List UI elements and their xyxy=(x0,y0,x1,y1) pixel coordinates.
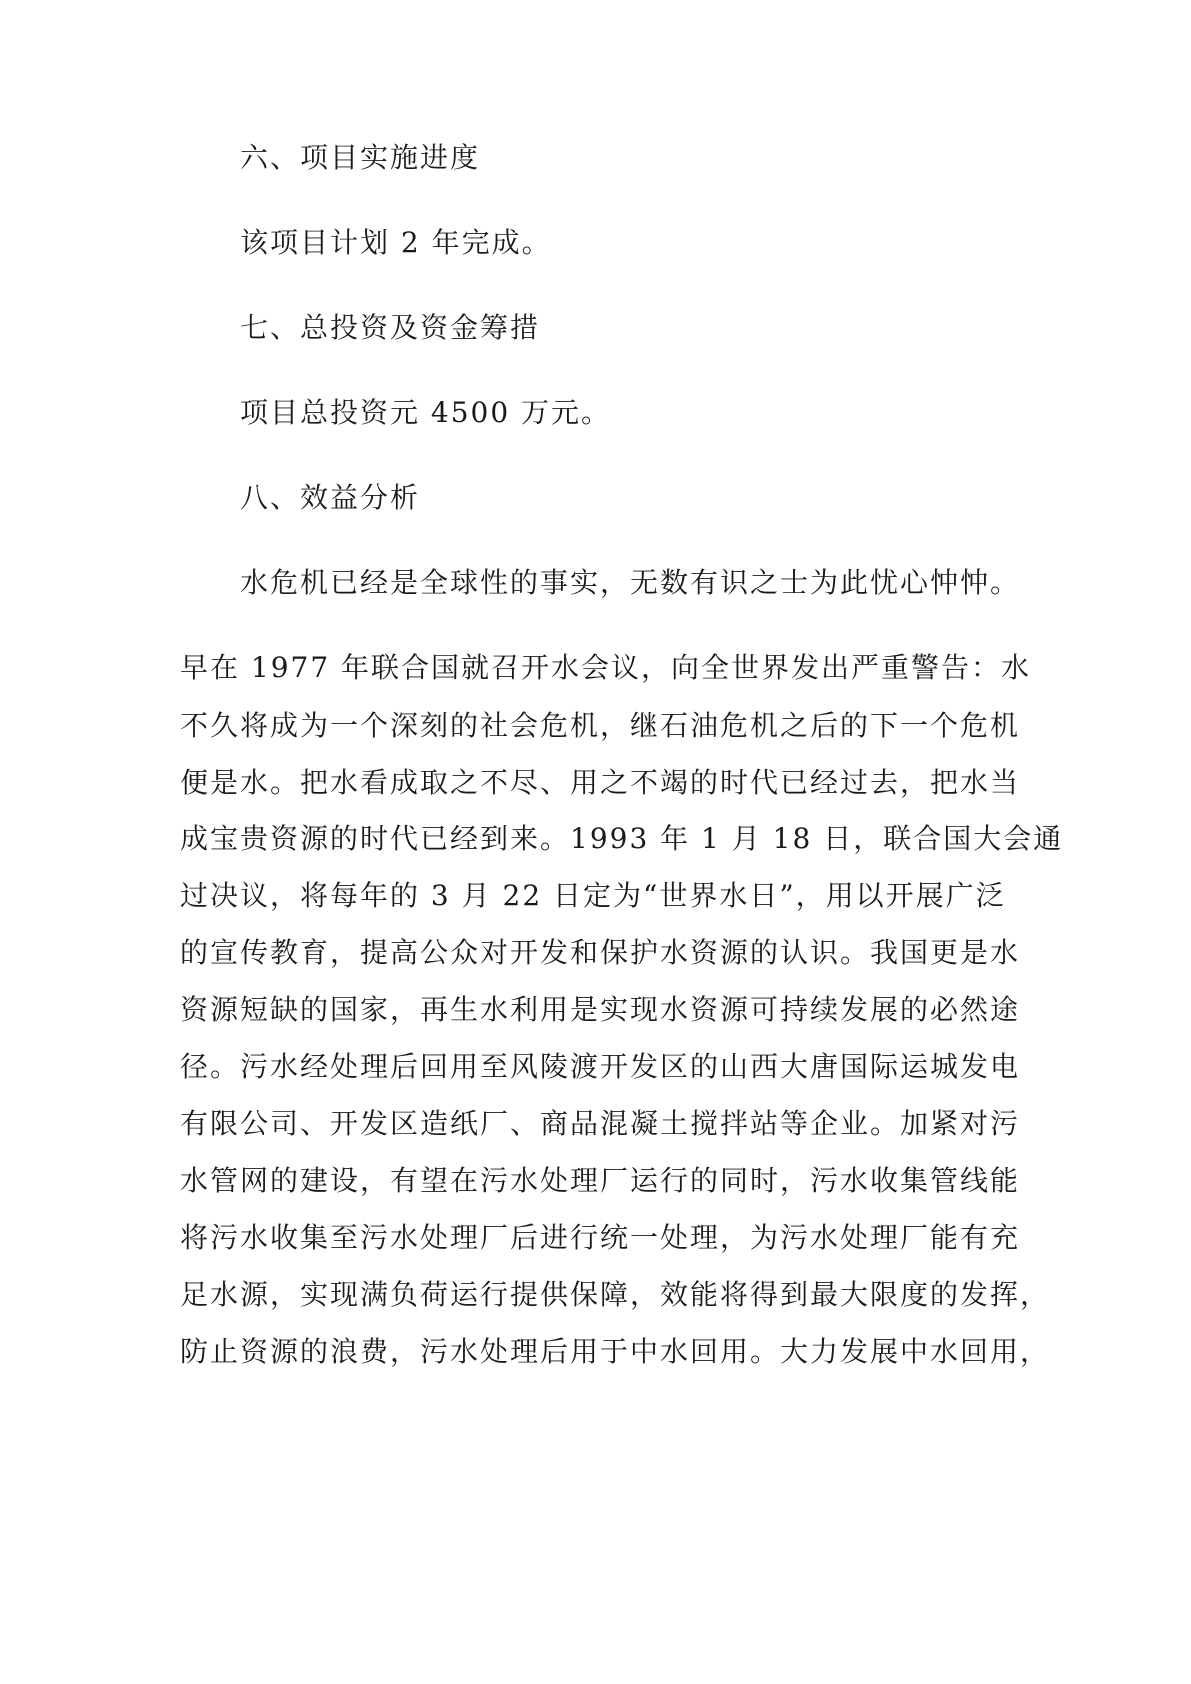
paragraph-line: 成宝贵资源的时代已经到来。1993 年 1 月 18 日，联合国大会通 xyxy=(180,822,1064,855)
paragraph-line: 早在 1977 年联合国就召开水会议，向全世界发出严重警告：水 xyxy=(180,651,1032,684)
paragraph-line: 水管网的建设，有望在污水处理厂运行的同时，污水收集管线能 xyxy=(180,1164,1021,1197)
paragraph-line: 过决议，将每年的 3 月 22 日定为“世界水日”，用以开展广泛 xyxy=(180,879,1006,912)
heading-schedule: 六、项目实施进度 xyxy=(240,141,481,174)
paragraph-line: 水危机已经是全球性的事实，无数有识之士为此忧心忡忡。 xyxy=(240,566,1021,599)
paragraph-line: 有限公司、开发区造纸厂、商品混凝土搅拌站等企业。加紧对污 xyxy=(180,1107,1021,1140)
text-investment: 项目总投资元 4500 万元。 xyxy=(240,396,612,429)
paragraph-line: 足水源，实现满负荷运行提供保障，效能将得到最大限度的发挥， xyxy=(180,1278,1051,1311)
paragraph-line: 径。污水经处理后回用至风陵渡开发区的山西大唐国际运城发电 xyxy=(180,1050,1021,1083)
paragraph-line: 资源短缺的国家，再生水利用是实现水资源可持续发展的必然途 xyxy=(180,993,1021,1026)
heading-investment: 七、总投资及资金筹措 xyxy=(240,311,541,344)
paragraph-line: 将污水收集至污水处理厂后进行统一处理，为污水处理厂能有充 xyxy=(180,1221,1021,1254)
paragraph-line: 防止资源的浪费，污水处理后用于中水回用。大力发展中水回用， xyxy=(180,1335,1051,1368)
paragraph-line: 的宣传教育，提高公众对开发和保护水资源的认识。我国更是水 xyxy=(180,936,1021,969)
paragraph-line: 便是水。把水看成取之不尽、用之不竭的时代已经过去，把水当 xyxy=(180,766,1021,799)
paragraph-line: 不久将成为一个深刻的社会危机，继石油危机之后的下一个危机 xyxy=(180,709,1021,742)
text-schedule: 该项目计划 2 年完成。 xyxy=(240,226,552,259)
heading-benefit: 八、效益分析 xyxy=(240,481,421,514)
